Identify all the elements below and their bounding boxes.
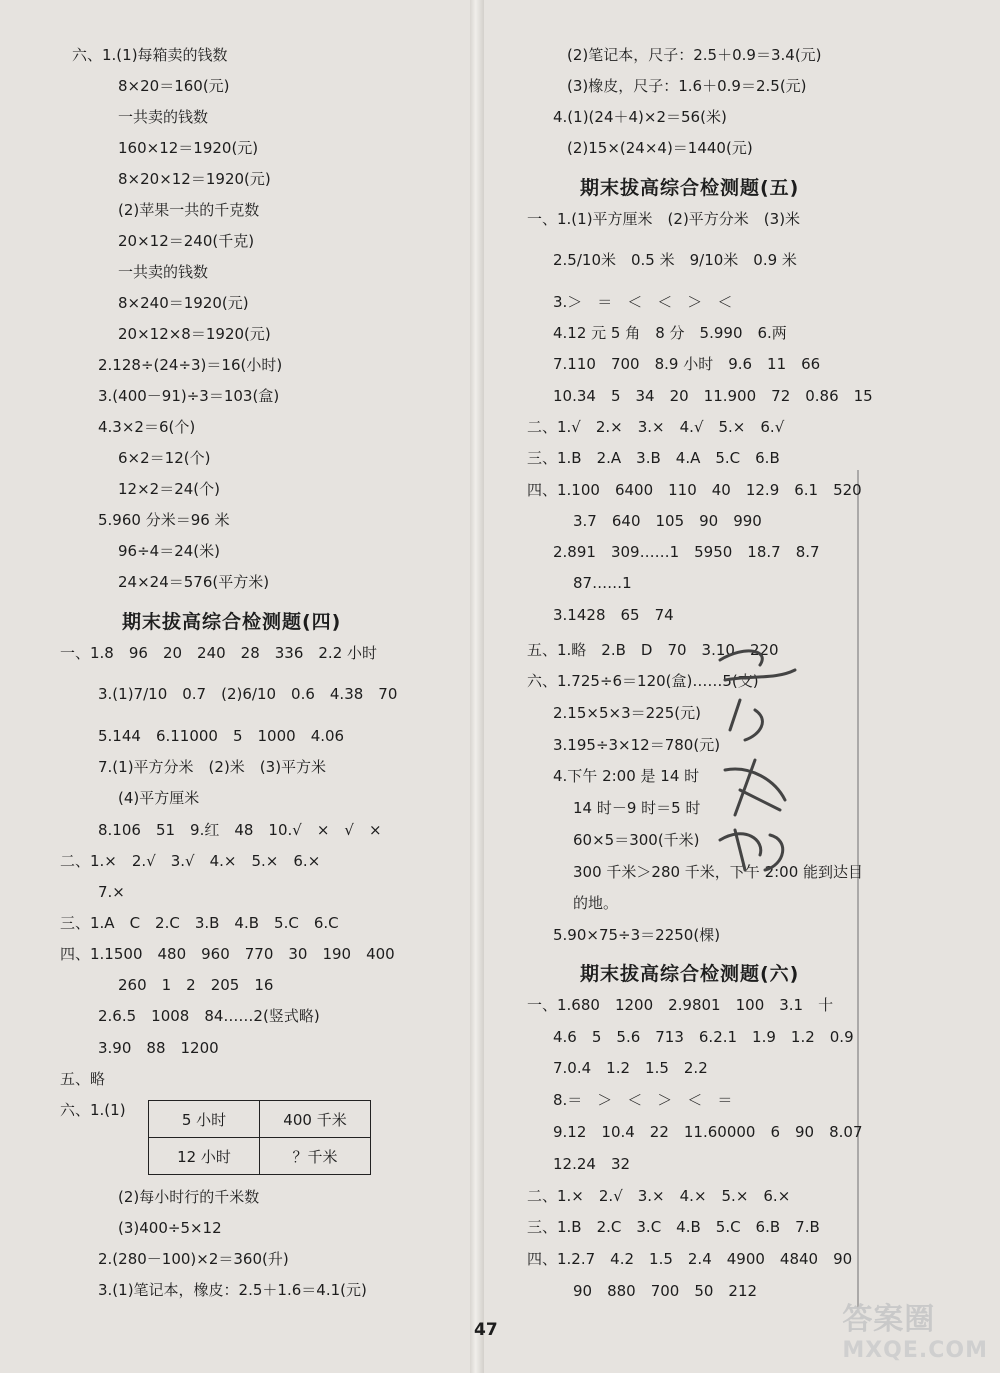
answer-line: 三、1.B 2.C 3.C 4.B 5.C 6.B 7.B [527,1218,820,1236]
answer-line: 3.(1)7/10 0.7 (2)6/10 0.6 4.38 70 [98,685,398,703]
answer-line: 300 千米＞280 千米，下午 2:00 能到达目 [573,863,864,881]
answer-line: 8×20×12＝1920(元) [118,170,271,188]
watermark-logo-text: 答案圈 [842,1302,936,1337]
answer-line: 20×12＝240(千克) [118,232,255,250]
answer-line: 60×5＝300(千米) [573,831,700,849]
answer-line: 的地。 [573,894,619,912]
answer-line: 4.(1)(24＋4)×2＝56(米) [553,108,727,126]
answer-line: 一共卖的钱数 [118,108,209,126]
answer-line: 20×12×8＝1920(元) [118,325,271,343]
watermark [842,1294,988,1363]
answer-line: 14 时－9 时＝5 时 [573,799,701,817]
answer-line: 一、1.(1)平方厘米 (2)平方分米 (3)米 [527,210,801,228]
answer-line: 7.110 700 8.9 小时 9.6 11 66 [553,355,821,373]
answer-line: 4.下午 2:00 是 14 时 [553,767,700,785]
answer-line: 一共卖的钱数 [118,263,209,281]
answer-line: 三、1.A C 2.C 3.B 4.B 5.C 6.C [60,914,339,932]
answer-line: 3.(1)笔记本，橡皮：2.5＋1.6＝4.1(元) [98,1281,367,1299]
section-title: 期末拔高综合检测题(五) [580,177,800,199]
section-title: 期末拔高综合检测题(六) [580,963,800,985]
answer-line: 4.6 5 5.6 713 6.2.1 1.9 1.2 0.9 [553,1028,854,1046]
answer-line: 12×2＝24(个) [118,480,220,498]
answer-line: 160×12＝1920(元) [118,139,259,157]
answer-line: (2)笔记本，尺子：2.5＋0.9＝3.4(元) [567,46,822,64]
answer-line: 96÷4＝24(米) [118,542,220,560]
answer-line: 2.5/10米 0.5 米 9/10米 0.9 米 [553,251,797,269]
answer-line: 六、1.(1) [60,1101,126,1119]
answer-line: 2.891 309……1 5950 18.7 8.7 [553,543,820,561]
answer-line: 7.(1)平方分米 (2)米 (3)平方米 [98,758,327,776]
answer-line: 2.128÷(24÷3)＝16(小时) [98,356,283,374]
answer-line: 8×240＝1920(元) [118,294,249,312]
answer-line: (2)每小时行的千米数 [118,1188,260,1206]
answer-line: 2.6.5 1008 84……2(竖式略) [98,1007,320,1025]
answer-line: 4.12 元 5 角 8 分 5.990 6.两 [553,324,787,342]
answer-line: 8.＝ ＞ ＜ ＞ ＜ ＝ [553,1091,733,1109]
page-number: 47 [474,1320,498,1340]
watermark-url: MXQE.COM [842,1338,988,1363]
answer-line: 12.24 32 [553,1155,631,1173]
answer-line: 五、1.略 2.B D 70 3.10 220 [527,641,779,659]
page-fold [470,0,484,1373]
answer-line: 四、1.2.7 4.2 1.5 2.4 4900 4840 90 [527,1250,853,1268]
answer-line: 六、1.725÷6＝120(盒)……5(支) [527,672,759,690]
answer-line: (3)橡皮，尺子：1.6＋0.9＝2.5(元) [567,77,807,95]
scan-line [857,470,859,1310]
distance-table [148,1100,371,1175]
answer-line: (2)15×(24×4)＝1440(元) [567,139,753,157]
section-title: 期末拔高综合检测题(四) [122,611,342,633]
answer-line: 五、略 [60,1070,106,1088]
answer-line: 二、1.√ 2.× 3.× 4.√ 5.× 6.√ [527,418,785,436]
table-row [149,1101,371,1138]
answer-line: 10.34 5 34 20 11.900 72 0.86 15 [553,387,873,405]
answer-line: 一、1.680 1200 2.9801 100 3.1 十 [527,996,834,1014]
answer-line: 二、1.× 2.√ 3.× 4.× 5.× 6.× [527,1187,791,1205]
answer-line: 87……1 [573,574,632,592]
answer-line: 3.＞ ＝ ＜ ＜ ＞ ＜ [553,293,733,311]
answer-line: 3.90 88 1200 [98,1039,219,1057]
answer-line: 3.195÷3×12＝780(元) [553,736,721,754]
answer-line: 2.(280－100)×2＝360(升) [98,1250,289,1268]
answer-line: 7.0.4 1.2 1.5 2.2 [553,1059,708,1077]
answer-line: (2)苹果一共的千克数 [118,201,260,219]
handwritten-scribble [700,640,820,880]
table-row [149,1138,371,1175]
answer-line: 4.3×2＝6(个) [98,418,196,436]
answer-line: 四、1.1500 480 960 770 30 190 400 [60,945,395,963]
answer-line: 二、1.× 2.√ 3.√ 4.× 5.× 6.× [60,852,321,870]
table-cell: 400 千米 [260,1101,371,1138]
answer-line: 24×24＝576(平方米) [118,573,270,591]
answer-line: (4)平方厘米 [118,789,200,807]
answer-line: 8.106 51 9.红 48 10.√ × √ × [98,821,382,839]
answer-line: 90 880 700 50 212 [573,1282,758,1300]
answer-line: 5.960 分米＝96 米 [98,511,230,529]
answer-line: 3.(400－91)÷3＝103(盒) [98,387,280,405]
answer-line: 8×20＝160(元) [118,77,230,95]
answer-line: 四、1.100 6400 110 40 12.9 6.1 520 [527,481,862,499]
answer-line: 9.12 10.4 22 11.60000 6 90 8.07 [553,1123,863,1141]
answer-line: 7.× [98,883,125,901]
answer-line: 2.15×5×3＝225(元) [553,704,701,722]
table-cell: 5 小时 [149,1101,260,1138]
answer-line: 6×2＝12(个) [118,449,211,467]
answer-line: 5.144 6.11000 5 1000 4.06 [98,727,345,745]
table-cell: 12 小时 [149,1138,260,1175]
table-cell: ？千米 [260,1138,371,1175]
answer-line: 六、1.(1)每箱卖的钱数 [72,46,228,64]
answer-line: 3.1428 65 74 [553,606,674,624]
answer-line: (3)400÷5×12 [118,1219,222,1237]
answer-line: 3.7 640 105 90 990 [573,512,762,530]
answer-line: 三、1.B 2.A 3.B 4.A 5.C 6.B [527,449,780,467]
answer-line: 5.90×75÷3＝2250(棵) [553,926,721,944]
answer-line: 一、1.8 96 20 240 28 336 2.2 小时 [60,644,378,662]
answer-line: 260 1 2 205 16 [118,976,274,994]
